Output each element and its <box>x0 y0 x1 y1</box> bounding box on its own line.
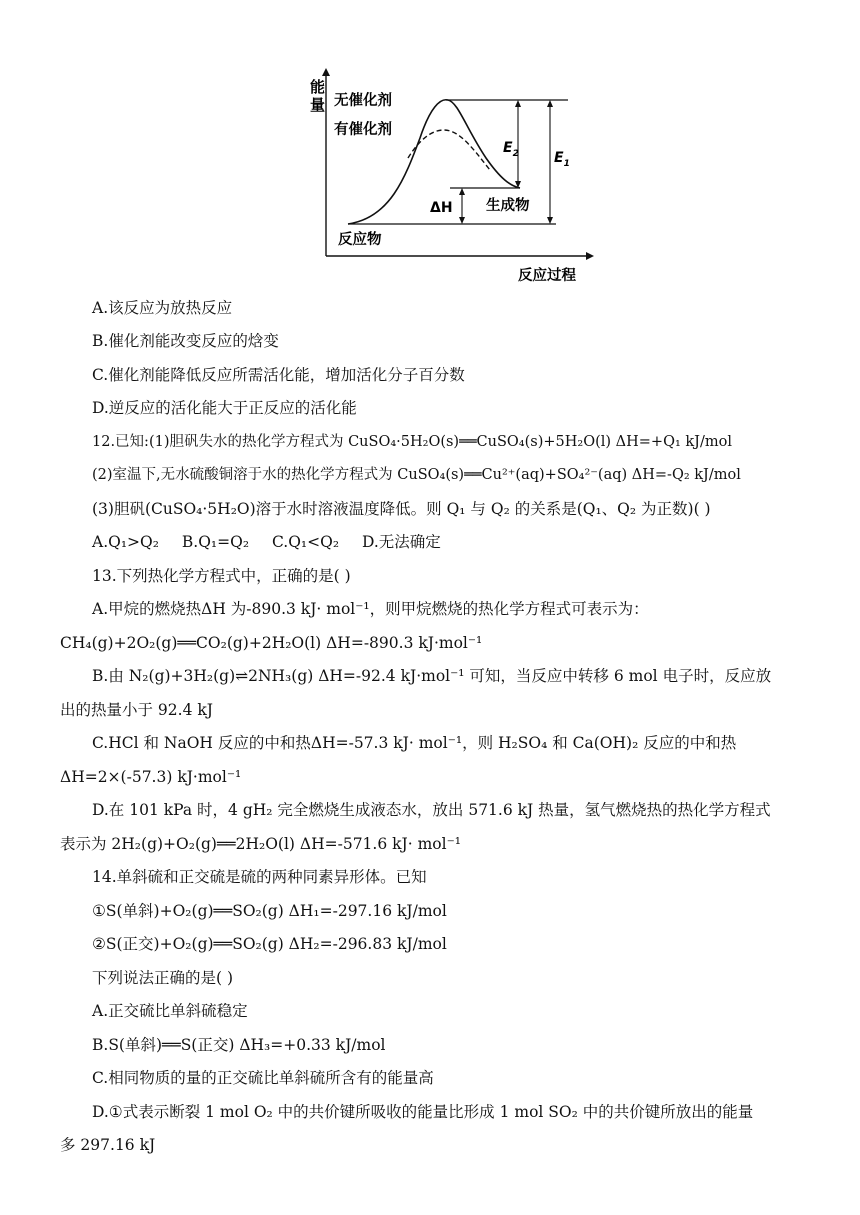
q12-option-a: A.Q₁>Q₂ <box>92 533 159 551</box>
energy-diagram <box>290 58 610 290</box>
label-dh: ΔH <box>430 200 453 216</box>
label-no-catalyst: 无催化剂 <box>334 93 392 109</box>
q13-option-a-line2: CH₄(g)+2O₂(g)══CO₂(g)+2H₂O(l) ΔH=-890.3 kJ·mol⁻¹ <box>60 634 483 652</box>
q12-option-b: B.Q₁=Q₂ <box>181 533 250 551</box>
label-reactant: 反应物 <box>338 232 382 248</box>
q14-option-d-line1: D.①式表示断裂 1 mol O₂ 中的共价键所吸收的能量比形成 1 mol SO₂ 中的共价键所放出的能量 <box>92 1103 754 1121</box>
energy-diagram-svg <box>290 58 610 290</box>
q13-option-b-line2: 出的热量小于 92.4 kJ <box>60 701 213 719</box>
q13-stem: 13.下列热化学方程式中，正确的是( ) <box>92 567 351 585</box>
q12-options <box>92 531 441 553</box>
x-axis-arrow <box>586 252 594 260</box>
q14-ask: 下列说法正确的是( ) <box>92 969 234 987</box>
q13-option-c-line1: C.HCl 和 NaOH 反应的中和热ΔH=-57.3 kJ· mol⁻¹，则 H₂SO₄ 和 Ca(OH)₂ 反应的中和热 <box>92 734 737 752</box>
q13-option-c-line2: ΔH=2×(-57.3) kJ·mol⁻¹ <box>60 768 242 786</box>
q12-line-1: 12.已知:(1)胆矾失水的热化学方程式为 CuSO₄·5H₂O(s)══CuSO₄(s)+5H₂O(l) ΔH=+Q₁ kJ/mol <box>92 434 732 450</box>
q12-option-d: D.无法确定 <box>362 533 441 551</box>
q12-line-3: (3)胆矾(CuSO₄·5H₂O)溶于水时溶液温度降低。则 Q₁ 与 Q₂ 的关系是(Q₁、Q₂ 为正数)( ) <box>92 500 711 518</box>
x-axis-label: 反应过程 <box>518 268 576 284</box>
q11-option-c: C.催化剂能降低反应所需活化能，增加活化分子百分数 <box>92 366 465 384</box>
q14-equation-1: ①S(单斜)+O₂(g)══SO₂(g) ΔH₁=-297.16 kJ/mol <box>92 902 447 920</box>
q14-option-c: C.相同物质的量的正交硫比单斜硫所含有的能量高 <box>92 1069 434 1087</box>
q13-option-b-line1: B.由 N₂(g)+3H₂(g)⇌2NH₃(g) ΔH=-92.4 kJ·mol⁻¹ 可知，当反应中转移 6 mol 电子时，反应放 <box>92 667 772 685</box>
label-catalyst: 有催化剂 <box>334 122 392 138</box>
q13-option-a-line1: A.甲烷的燃烧热ΔH 为-890.3 kJ· mol⁻¹，则甲烷燃烧的热化学方程式可表示为： <box>92 600 649 618</box>
q13-option-d-line2: 表示为 2H₂(g)+O₂(g)══2H₂O(l) ΔH=-571.6 kJ· mol⁻¹ <box>60 835 461 853</box>
y-axis-label-1: 能 <box>310 78 326 96</box>
q11-option-a: A.该反应为放热反应 <box>92 299 233 317</box>
q11-option-b: B.催化剂能改变反应的焓变 <box>92 332 279 350</box>
q12-line-2: (2)室温下,无水硫酸铜溶于水的热化学方程式为 CuSO₄(s)══Cu²⁺(aq)+SO₄²⁻(aq) ΔH=-Q₂ kJ/mol <box>92 467 741 483</box>
q14-option-b: B.S(单斜)══S(正交) ΔH₃=+0.33 kJ/mol <box>92 1036 386 1054</box>
q14-equation-2: ②S(正交)+O₂(g)══SO₂(g) ΔH₂=-296.83 kJ/mol <box>92 935 447 953</box>
label-e2: $E_2$ <box>503 140 519 159</box>
y-axis-arrow <box>322 68 330 76</box>
q14-stem: 14.单斜硫和正交硫是硫的两种同素异形体。已知 <box>92 868 427 886</box>
q11-option-d: D.逆反应的活化能大于正反应的活化能 <box>92 399 357 417</box>
q14-option-a: A.正交硫比单斜硫稳定 <box>92 1002 248 1020</box>
y-axis-label-2: 量 <box>310 96 326 114</box>
label-product: 生成物 <box>486 198 530 214</box>
label-e1: $E_1$ <box>554 150 570 169</box>
q13-option-d-line1: D.在 101 kPa 时，4 gH₂ 完全燃烧生成液态水，放出 571.6 kJ 热量，氢气燃烧热的热化学方程式 <box>92 801 771 819</box>
q14-option-d-line2: 多 297.16 kJ <box>60 1136 156 1154</box>
q12-option-c: C.Q₁<Q₂ <box>271 533 340 551</box>
